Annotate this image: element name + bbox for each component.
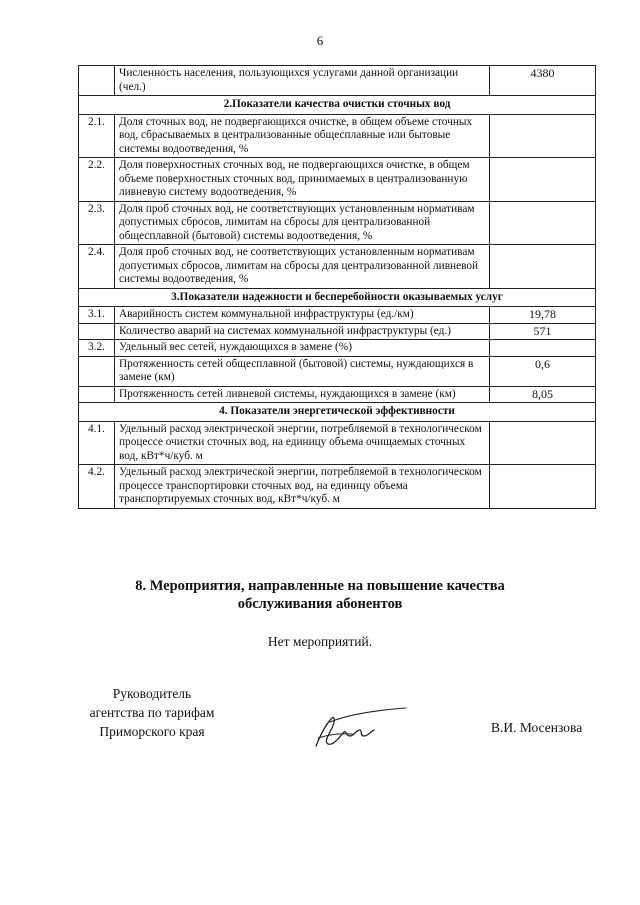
- row-number: 2.1.: [79, 114, 115, 158]
- table-row: [79, 340, 596, 357]
- table-row: [79, 201, 596, 245]
- row-value: [490, 465, 596, 509]
- page-number: 6: [316, 33, 324, 48]
- table-row: [79, 323, 596, 340]
- row-number: [79, 66, 115, 96]
- signer-position-line2: агентства по тарифам: [89, 705, 215, 720]
- row-value: 19,78: [490, 307, 596, 324]
- row-value: [490, 421, 596, 465]
- row-description: Протяженность сетей ливневой системы, нуждающихся в замене (км): [115, 386, 490, 403]
- table-row: [79, 421, 596, 465]
- row-value: [490, 114, 596, 158]
- row-number: 3.2.: [79, 340, 115, 357]
- row-description: Удельный расход электрической энергии, потребляемой в технологическом процессе очистки сточных вод, на единицу объема очищаемых сточных вод, кВт*ч/куб. м: [115, 421, 490, 465]
- row-value: [490, 201, 596, 245]
- row-number: [79, 386, 115, 403]
- section-8-title-line2: обслуживания абонентов: [237, 596, 403, 612]
- row-number: 4.1.: [79, 421, 115, 465]
- row-number: 2.3.: [79, 201, 115, 245]
- table-row: [79, 158, 596, 202]
- table-row: [79, 307, 596, 324]
- section-header-row: [79, 96, 596, 115]
- table-row: [79, 356, 596, 386]
- row-number: 2.4.: [79, 245, 115, 289]
- table-row: [79, 386, 596, 403]
- row-description: Аварийность систем коммунальной инфраструктуры (ед./км): [115, 307, 490, 324]
- row-value: 4380: [490, 66, 596, 96]
- section-title: 4. Показатели энергетической эффективности: [79, 403, 596, 422]
- row-value: 0,6: [490, 356, 596, 386]
- row-description: Доля сточных вод, не подвергающихся очистке, в общем объеме сточных вод, сбрасываемых в централизованные общесплавные или бытовые системы водоотведения, %: [115, 114, 490, 158]
- table-row: [79, 66, 596, 96]
- row-value: 8,05: [490, 386, 596, 403]
- signer-position-line1: Руководитель: [112, 686, 192, 701]
- row-number: 4.2.: [79, 465, 115, 509]
- row-description: Количество аварий на системах коммунальной инфраструктуры (ед.): [115, 323, 490, 340]
- handwritten-signature: [310, 706, 410, 750]
- signer-name: В.И. Мосензова: [491, 720, 583, 735]
- signer-position-line3: Приморского края: [99, 724, 205, 739]
- table-row: [79, 245, 596, 289]
- row-value: [490, 340, 596, 357]
- section-8-heading: [0, 577, 640, 613]
- section-header-row: [79, 403, 596, 422]
- row-number: [79, 323, 115, 340]
- row-number: 3.1.: [79, 307, 115, 324]
- row-value: [490, 245, 596, 289]
- row-value: [490, 158, 596, 202]
- section-header-row: [79, 288, 596, 307]
- row-description: Протяженность сетей общесплавной (бытовой) системы, нуждающихся в замене (км): [115, 356, 490, 386]
- indicators-table: [78, 65, 596, 509]
- signer-position: [72, 684, 232, 741]
- section-title: 3.Показатели надежности и бесперебойности оказываемых услуг: [79, 288, 596, 307]
- row-number: 2.2.: [79, 158, 115, 202]
- row-value: 571: [490, 323, 596, 340]
- row-number: [79, 356, 115, 386]
- row-description: Доля проб сточных вод, не соответствующих установленным нормативам допустимых сбросов, лимитам на сбросы для централизованной общесплавной (бытовой) системы водоотведения, %: [115, 201, 490, 245]
- table-row: [79, 114, 596, 158]
- no-measures-text: Нет мероприятий.: [267, 634, 373, 649]
- table-row: [79, 465, 596, 509]
- row-description: Удельный вес сетей, нуждающихся в замене (%): [115, 340, 490, 357]
- row-description: Доля поверхностных сточных вод, не подвергающихся очистке, в общем объеме поверхностных сточных вод, принимаемых в централизованную ливневую систему водоотведения, %: [115, 158, 490, 202]
- section-8-title-line1: 8. Мероприятия, направленные на повышение качества: [135, 578, 505, 594]
- row-description: Численность населения, пользующихся услугами данной организации (чел.): [115, 66, 490, 96]
- row-description: Доля проб сточных вод, не соответствующих установленным нормативам допустимых сбросов, лимитам на сбросы для централизованной ливневой системы водоотведения, %: [115, 245, 490, 289]
- row-description: Удельный расход электрической энергии, потребляемой в технологическом процессе транспортировки сточных вод, на единицу объема транспортируемых сточных вод, кВт*ч/куб. м: [115, 465, 490, 509]
- section-title: 2.Показатели качества очистки сточных вод: [79, 96, 596, 115]
